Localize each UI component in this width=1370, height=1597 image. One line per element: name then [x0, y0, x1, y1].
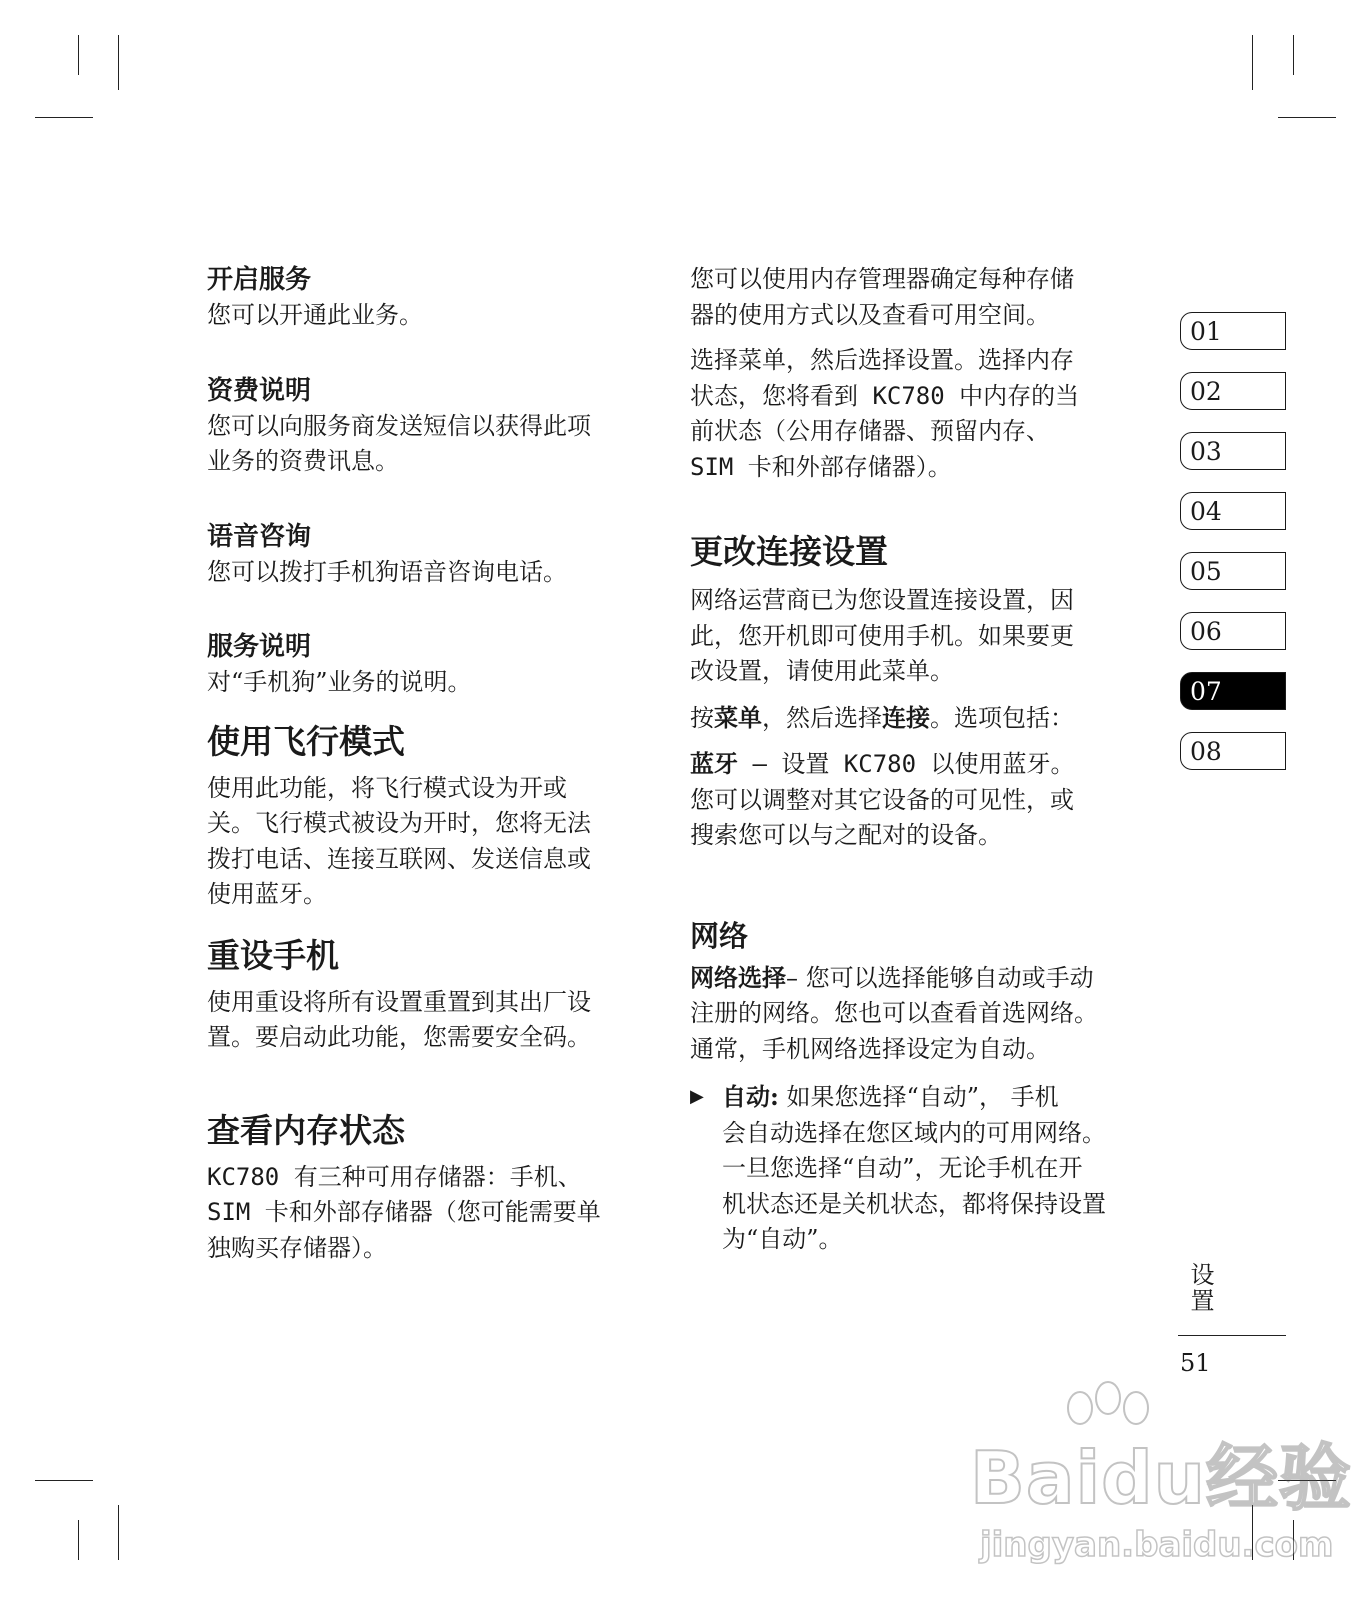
keyword-connect: 连接 [882, 702, 930, 732]
crop-mark [78, 35, 79, 75]
paragraph: 您可以拨打手机狗语音咨询电话。 [207, 557, 567, 586]
text-run: 。选项包括： [930, 703, 1074, 732]
crop-mark [35, 1480, 93, 1481]
paragraph-line: 选择菜单，然后选择设置。选择内存 [690, 346, 1074, 374]
divider [1178, 1335, 1286, 1336]
paragraph: 您可以开通此业务。 [207, 301, 423, 329]
text-run: – 设置 KC780 以使用蓝牙。 [738, 750, 1075, 778]
chapter-tab-03[interactable]: 03 [1180, 432, 1286, 470]
paragraph-line: SIM 卡和外部存储器）。 [690, 452, 952, 481]
paragraph: 对“手机狗”业务的说明。 [207, 668, 472, 696]
paragraph-line: 器的使用方式以及查看可用空间。 [690, 300, 1050, 329]
watermark-url: jingyan.baidu.com [980, 1525, 1334, 1565]
section-title-zifei: 资费说明 [207, 375, 312, 406]
paragraph-line: 置。要启动此功能，您需要安全码。 [207, 1023, 591, 1051]
keyword-menu: 菜单 [714, 702, 762, 732]
crop-mark [1278, 117, 1336, 118]
paragraph-line: 状态，您将看到 KC780 中内存的当 [690, 381, 1080, 410]
paragraph-line: 独购买存储器）。 [207, 1233, 387, 1262]
paragraph-line: 一旦您选择“自动”，无论手机在开 [722, 1154, 1083, 1182]
keyword-bluetooth: 蓝牙 [690, 749, 738, 778]
keyword-auto: 自动: [722, 1082, 779, 1111]
paragraph-line: 注册的网络。您也可以查看首选网络。 [690, 999, 1098, 1027]
chapter-tab-04[interactable]: 04 [1180, 492, 1286, 530]
heading-feixing: 使用飞行模式 [207, 721, 405, 761]
crop-mark [35, 117, 93, 118]
baidu-watermark [970, 1380, 1352, 1580]
paragraph-line: 此，您开机即可使用手机。如果要更 [690, 621, 1074, 650]
section-title-fuwu: 服务说明 [207, 632, 312, 662]
paragraph-line: 通常，手机网络选择设定为自动。 [690, 1034, 1050, 1063]
crop-mark [1293, 35, 1294, 75]
text-run: 如果您选择“自动”， 手机 [778, 1083, 1059, 1111]
right-column [690, 262, 1140, 1258]
left-column [207, 262, 657, 1266]
chapter-tab-02[interactable]: 02 [1180, 372, 1286, 410]
paragraph-line: 前状态（公用存储器、预留内存、 [690, 417, 1050, 445]
crop-mark [1252, 35, 1253, 90]
section-title-kaiqi: 开启服务 [207, 265, 312, 295]
paragraph-line: 使用此功能，将飞行模式设为开或 [207, 773, 567, 802]
paragraph-line: 网络运营商已为您设置连接设置，因 [690, 586, 1074, 614]
paragraph-line: 为“自动”。 [722, 1225, 843, 1253]
chapter-tab-01[interactable]: 01 [1180, 312, 1286, 350]
keyword-netsel: 网络选择 [690, 962, 786, 992]
section-title-yuyin: 语音咨询 [207, 521, 312, 552]
paragraph-line: 使用蓝牙。 [207, 880, 327, 908]
paragraph-line: 您可以使用内存管理器确定每种存储 [690, 265, 1074, 293]
paragraph-line: SIM 卡和外部存储器（您可能需要单 [207, 1198, 601, 1226]
paragraph-line: 使用重设将所有设置重置到其出厂设 [207, 987, 591, 1016]
crop-mark [118, 1505, 119, 1560]
paragraph-line: 会自动选择在您区域内的可用网络。 [722, 1118, 1106, 1147]
paragraph-line: 改设置，请使用此菜单。 [690, 657, 954, 685]
paragraph-line: KC780 有三种可用存储器：手机、 [207, 1162, 582, 1191]
crop-mark [78, 1520, 79, 1560]
bullet-item-auto [690, 1079, 1140, 1258]
text-run: ，然后选择 [762, 703, 882, 732]
text-run: – 您可以选择能够自动或手动 [786, 963, 1094, 992]
paragraph-line: 业务的资费讯息。 [207, 447, 399, 475]
heading-neicun: 查看内存状态 [207, 1110, 405, 1150]
crop-mark [118, 35, 119, 90]
paragraph-line: 您可以调整对其它设备的可见性，或 [690, 785, 1074, 814]
chapter-label: 设置 [1186, 1262, 1214, 1314]
paragraph-line: 您可以向服务商发送短信以获得此项 [207, 411, 591, 440]
bullet-arrow-icon: ▶ [690, 1086, 704, 1107]
watermark-logo: Baidu经验 [970, 1436, 1352, 1520]
paragraph-line: 拨打电话、连接互联网、发送信息或 [207, 844, 591, 873]
text-run: 按 [690, 703, 714, 732]
paragraph-press [690, 700, 1140, 737]
paragraph-line: 关。飞行模式被设为开时，您将无法 [207, 809, 591, 837]
chapter-tab-07[interactable]: 07 [1180, 672, 1286, 710]
heading-chongshe: 重设手机 [207, 935, 339, 975]
paragraph-line: 机状态还是关机状态，都将保持设置 [722, 1189, 1106, 1218]
chapter-tab-05[interactable]: 05 [1180, 552, 1286, 590]
heading-wangluo: 网络 [690, 918, 749, 953]
heading-lianjie: 更改连接设置 [690, 532, 888, 571]
paragraph-auto [722, 1079, 1106, 1116]
chapter-tab-06[interactable]: 06 [1180, 612, 1286, 650]
paragraph-netsel [690, 960, 1140, 997]
paragraph-line: 搜索您可以与之配对的设备。 [690, 821, 1002, 849]
chapter-tab-08[interactable]: 08 [1180, 732, 1286, 770]
paragraph-bluetooth [690, 746, 1140, 783]
page-number: 51 [1180, 1349, 1211, 1377]
